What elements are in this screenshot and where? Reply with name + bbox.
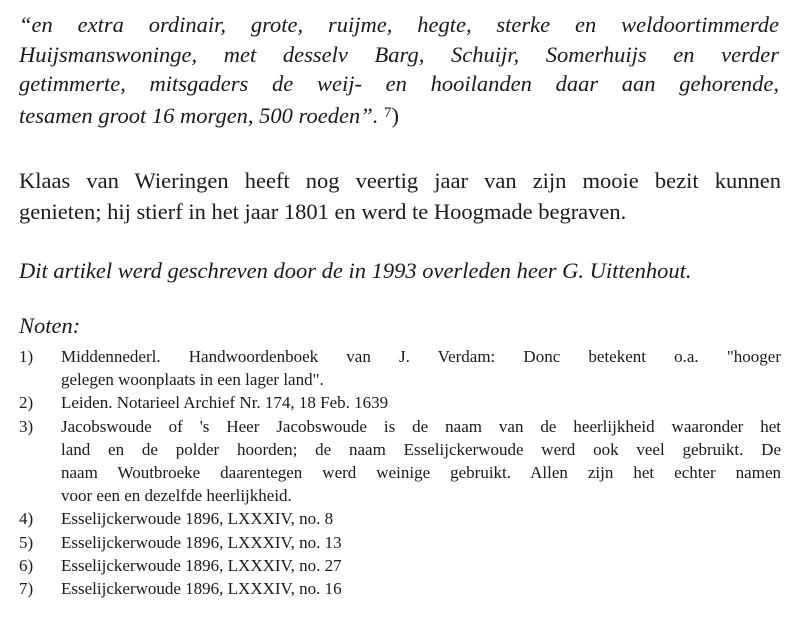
note-line: Esselijckerwoude 1896, LXXXIV, no. 13: [61, 532, 342, 552]
note-item: [19, 507, 781, 530]
note-item: [19, 531, 781, 554]
note-line: Esselijckerwoude 1896, LXXXIV, no. 16: [61, 579, 342, 599]
note-number: 7): [19, 579, 34, 599]
note-line: Leiden. Notarieel Archief Nr. 174, 18 Feb. 1639: [61, 393, 389, 413]
note-line: Jacobswoude of 's Heer Jacobswoude is de naam van de heerlijkheid waaronder het: [61, 416, 781, 436]
note-line: land en de polder hoorden; de naam Esselijckerwoude werd ook veel gebruikt. De: [61, 439, 781, 459]
quote-line: getimmerte, mitsgaders de weij- en hooilanden daar aan gehorende,: [19, 71, 779, 96]
author-note: Dit artikel werd geschreven door de in 1993 overleden heer G. Uittenhout.: [19, 258, 692, 283]
footnote-reference-paren: ): [391, 102, 399, 128]
note-number: 3): [19, 416, 34, 436]
note-item: [19, 554, 781, 577]
quote-line: “en extra ordinair, grote, ruijme, hegte, sterke en weldoortimmerde: [19, 12, 779, 37]
paragraph-line: genieten; hij stierf in het jaar 1801 en werd te Hoogmade begraven.: [19, 199, 627, 224]
note-item: [19, 391, 781, 414]
footnote-reference: 7: [383, 104, 392, 121]
quote-line-text: tesamen groot 16 morgen, 500 roeden”.: [19, 102, 379, 128]
note-number: 6): [19, 555, 34, 575]
note-number: 5): [19, 532, 34, 552]
note-item: [19, 577, 781, 600]
notes-heading: Noten:: [19, 313, 81, 338]
quoted-description: [19, 10, 779, 130]
quote-line-last: [19, 99, 779, 131]
quote-line: Huijsmanswoninge, met desselv Barg, Schuijr, Somerhuijs en verder: [19, 41, 779, 67]
body-paragraph: [19, 165, 781, 227]
note-number: 4): [19, 509, 34, 529]
note-line: Middennederl. Handwoordenboek van J. Verdam: Donc betekent o.a. "hooger: [61, 347, 781, 366]
notes-list: [19, 345, 781, 600]
note-line: voor een en dezelfde heerlijkheid.: [61, 486, 292, 506]
note-line: Esselijckerwoude 1896, LXXXIV, no. 27: [61, 555, 342, 575]
note-line: naam Woutbroeke daarentegen werd weinige gebruikt. Allen zijn het echter namen: [61, 463, 781, 483]
note-item: [19, 345, 781, 391]
note-number: 2): [19, 393, 34, 413]
note-item: [19, 415, 781, 508]
paragraph-line: Klaas van Wieringen heeft nog veertig jaar van zijn mooie bezit kunnen: [19, 168, 781, 193]
note-line: Esselijckerwoude 1896, LXXXIV, no. 8: [61, 509, 334, 529]
note-line: gelegen woonplaats in een lager land".: [61, 370, 324, 390]
note-number: 1): [19, 347, 34, 366]
